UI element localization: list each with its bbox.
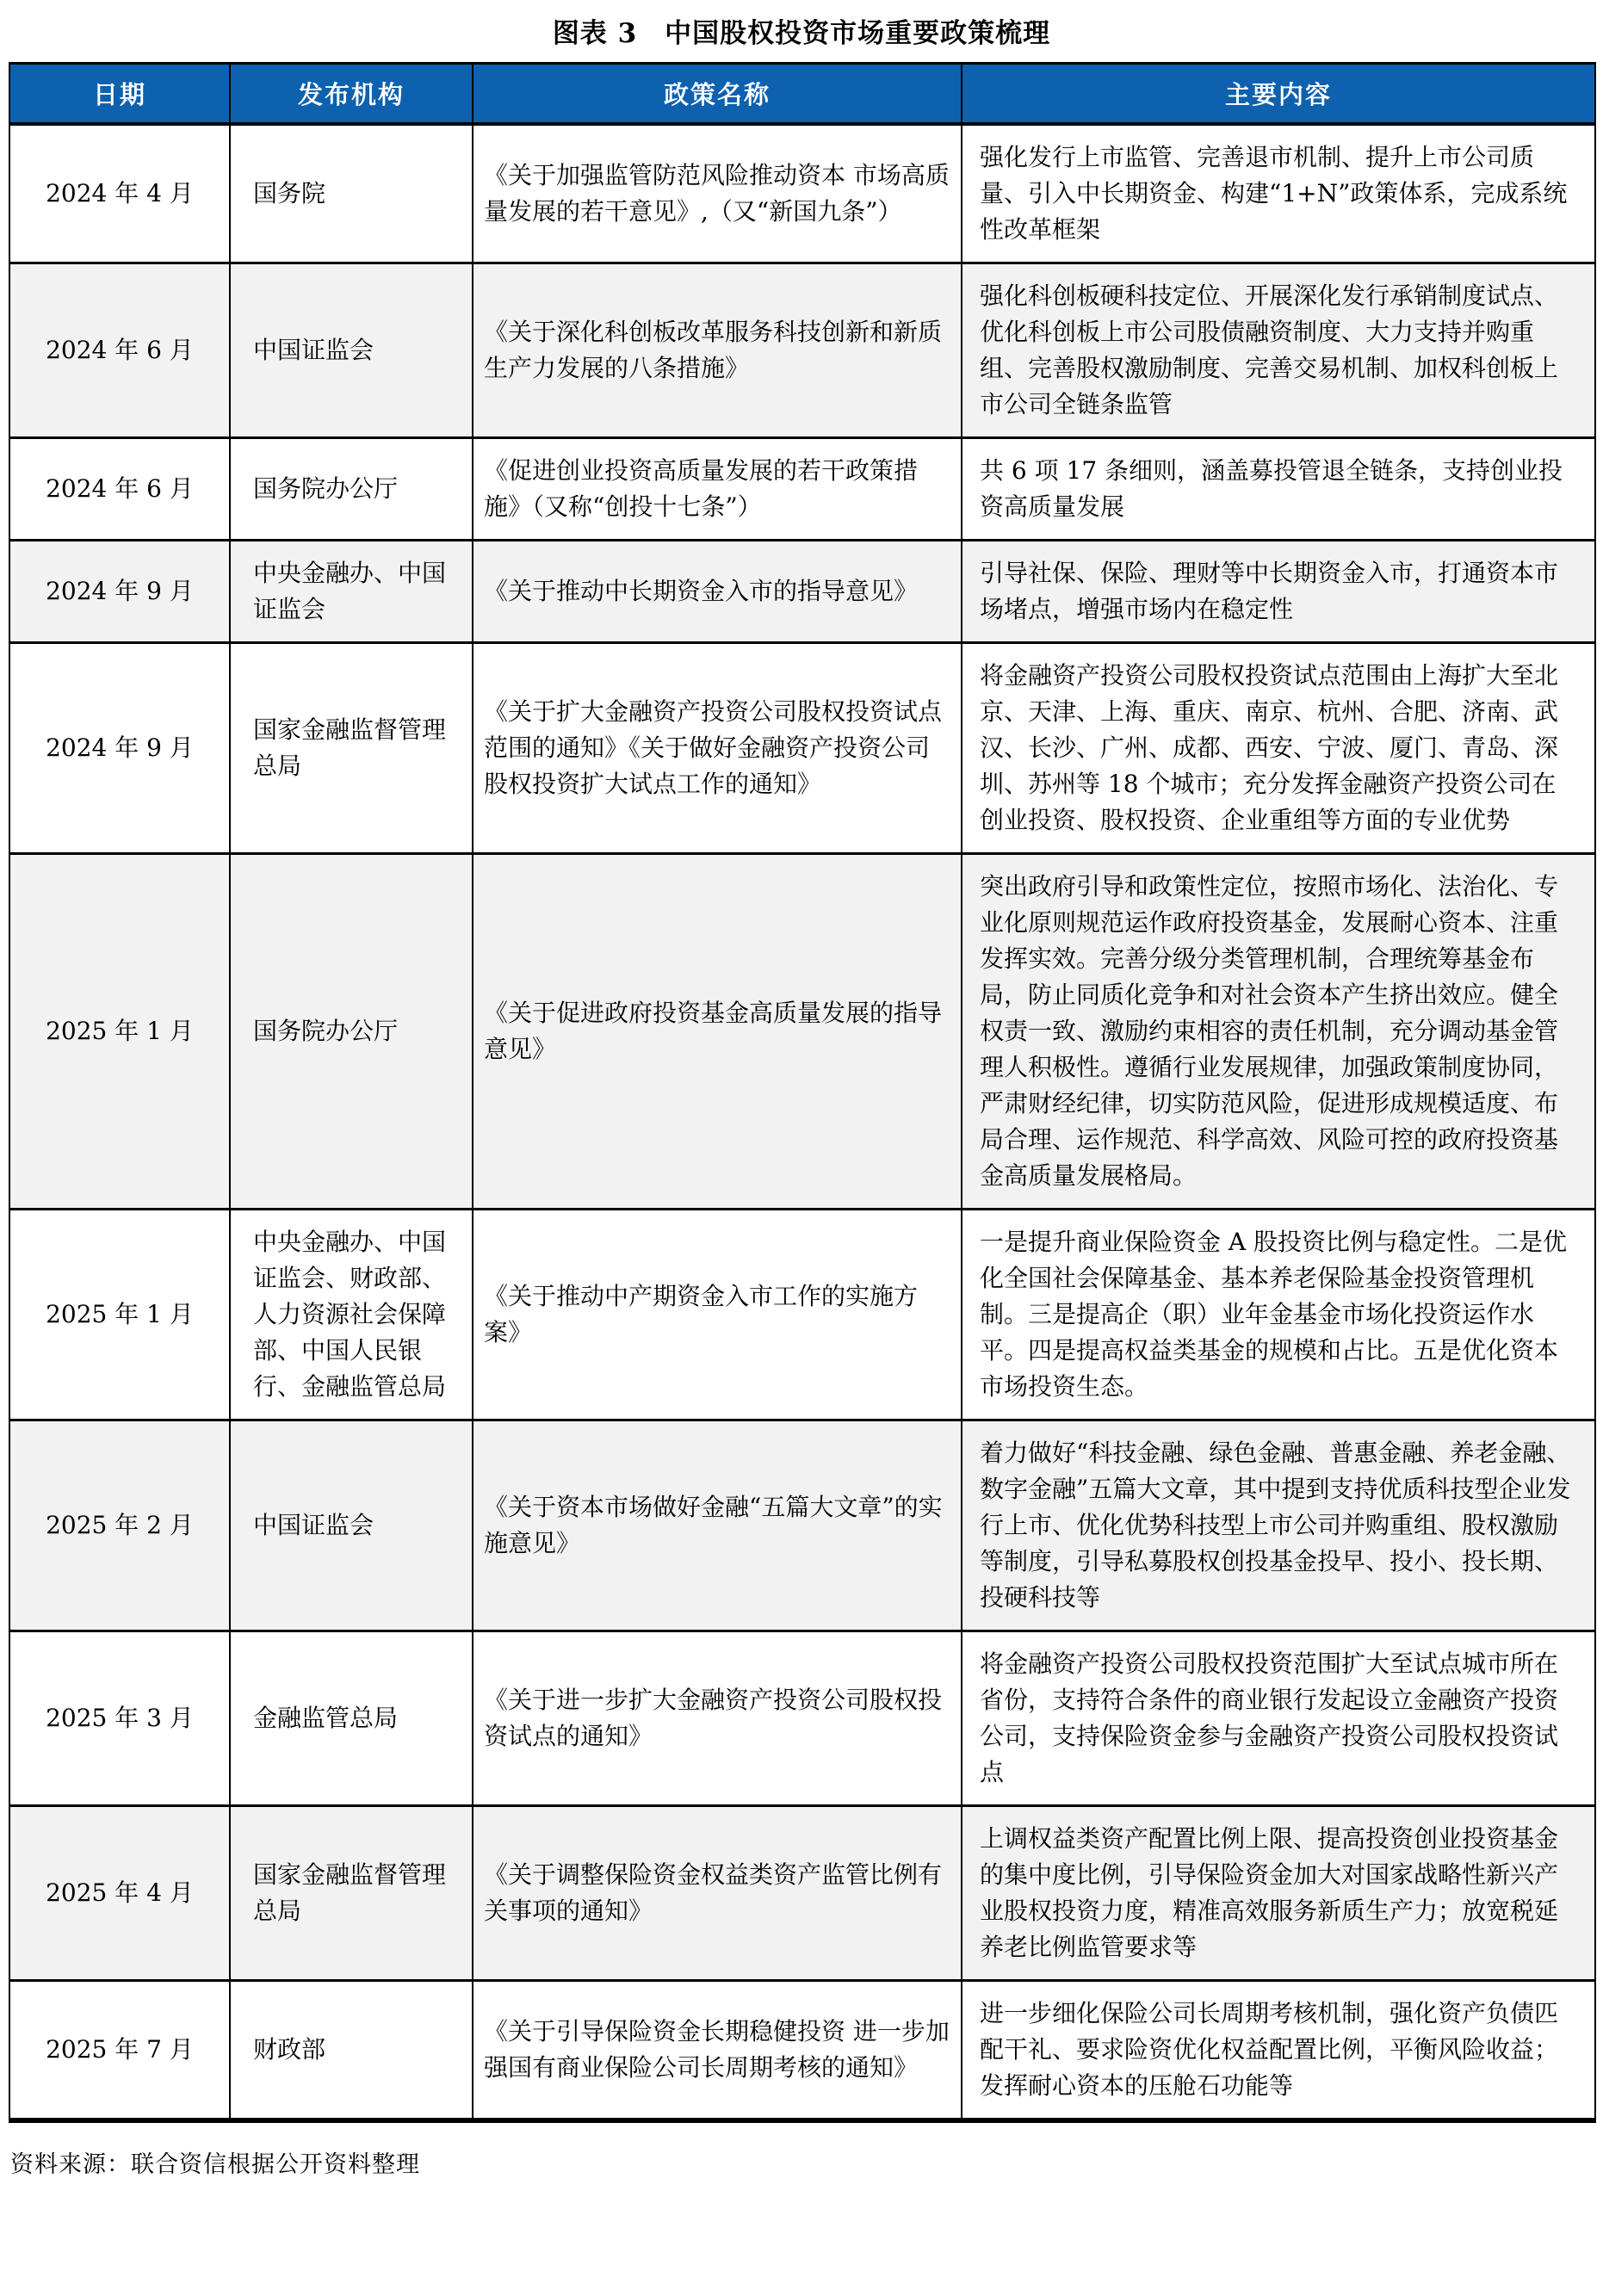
table-row (9, 541, 1595, 643)
table-row (9, 263, 1595, 438)
column-header-agency: 发布机构 (230, 64, 473, 125)
date-cell: 2025 年 7 月 (9, 1981, 230, 2121)
data-source-note: 资料来源：联合资信根据公开资料整理 (10, 2151, 420, 2178)
policy-cell: 《关于调整保险资金权益类资产监管比例有关事项的通知》 (473, 1806, 962, 1981)
table-row (9, 1420, 1595, 1631)
content-cell: 强化科创板硬科技定位、开展深化发行承销制度试点、优化科创板上市公司股债融资制度、大力支持并购重组、完善股权激励制度、完善交易机制、加权科创板上市公司全链条监管 (962, 263, 1595, 438)
content-cell: 突出政府引导和政策性定位，按照市场化、法治化、专业化原则规范运作政府投资基金，发展耐心资本、注重发挥实效。完善分级分类管理机制，合理统筹基金布局，防止同质化竞争和对社会资本产生挤出效应。健全权责一致、激励约束相容的责任机制，充分调动基金管理人积极性。遵循行业发展规律，加强政策制度协同，严肃财经纪律，切实防范风险，促进形成规模适度、布局合理、运作规范、科学高效、风险可控的政府投资基金高质量发展格局。 (962, 854, 1595, 1210)
date-cell: 2024 年 9 月 (9, 643, 230, 854)
content-cell: 共 6 项 17 条细则，涵盖募投管退全链条，支持创业投资高质量发展 (962, 438, 1595, 541)
agency-cell: 中央金融办、中国证监会 (230, 541, 473, 643)
column-header-content: 主要内容 (962, 64, 1595, 125)
agency-cell: 中国证监会 (230, 263, 473, 438)
date-cell: 2025 年 3 月 (9, 1631, 230, 1806)
table-row (9, 1210, 1595, 1420)
content-cell: 一是提升商业保险资金 A 股投资比例与稳定性。二是优化全国社会保障基金、基本养老保险基金投资管理机制。三是提高企（职）业年金基金市场化投资运作水平。四是提高权益类基金的规模和占比。五是优化资本市场投资生态。 (962, 1210, 1595, 1420)
agency-cell: 中央金融办、中国证监会、财政部、人力资源社会保障部、中国人民银行、金融监管总局 (230, 1210, 473, 1420)
table-row (9, 1806, 1595, 1981)
content-cell: 强化发行上市监管、完善退市机制、提升上市公司质量、引入中长期资金、构建“1+N”政策体系，完成系统性改革框架 (962, 124, 1595, 263)
date-cell: 2025 年 1 月 (9, 1210, 230, 1420)
table-row (9, 1981, 1595, 2121)
table-row (9, 1631, 1595, 1806)
content-cell: 将金融资产投资公司股权投资试点范围由上海扩大至北京、天津、上海、重庆、南京、杭州、合肥、济南、武汉、长沙、广州、成都、西安、宁波、厦门、青岛、深圳、苏州等 18 个城市；充分发挥金融资产投资公司在创业投资、股权投资、企业重组等方面的专业优势 (962, 643, 1595, 854)
content-cell: 上调权益类资产配置比例上限、提高投资创业投资基金的集中度比例，引导保险资金加大对国家战略性新兴产业股权投资力度，精准高效服务新质生产力；放宽税延养老比例监管要求等 (962, 1806, 1595, 1981)
date-cell: 2024 年 9 月 (9, 541, 230, 643)
chart-title: 图表 3 中国股权投资市场重要政策梳理 (552, 18, 1051, 49)
content-cell: 进一步细化保险公司长周期考核机制，强化资产负债匹配干礼、要求险资优化权益配置比例，平衡风险收益；发挥耐心资本的压舱石功能等 (962, 1981, 1595, 2121)
table-body (9, 124, 1595, 2120)
agency-cell: 国务院 (230, 124, 473, 263)
table-row (9, 643, 1595, 854)
date-cell: 2024 年 6 月 (9, 438, 230, 541)
agency-cell: 中国证监会 (230, 1420, 473, 1631)
content-cell: 引导社保、保险、理财等中长期资金入市，打通资本市场堵点，增强市场内在稳定性 (962, 541, 1595, 643)
policy-cell: 《关于引导保险资金长期稳健投资 进一步加强国有商业保险公司长周期考核的通知》 (473, 1981, 962, 2121)
policy-cell: 《关于扩大金融资产投资公司股权投资试点范围的通知》《关于做好金融资产投资公司股权投资扩大试点工作的通知》 (473, 643, 962, 854)
agency-cell: 金融监管总局 (230, 1631, 473, 1806)
column-header-date: 日期 (9, 64, 230, 125)
date-cell: 2025 年 1 月 (9, 854, 230, 1210)
column-header-policy: 政策名称 (473, 64, 962, 125)
policy-cell: 《关于进一步扩大金融资产投资公司股权投资试点的通知》 (473, 1631, 962, 1806)
agency-cell: 国家金融监督管理总局 (230, 1806, 473, 1981)
policy-cell: 《关于加强监管防范风险推动资本 市场高质量发展的若干意见》,（又“新国九条”） (473, 124, 962, 263)
date-cell: 2025 年 4 月 (9, 1806, 230, 1981)
agency-cell: 国务院办公厅 (230, 438, 473, 541)
policy-cell: 《关于推动中产期资金入市工作的实施方案》 (473, 1210, 962, 1420)
table-row (9, 124, 1595, 263)
header-row (9, 64, 1595, 125)
date-cell: 2024 年 4 月 (9, 124, 230, 263)
policy-table (9, 62, 1596, 2123)
date-cell: 2024 年 6 月 (9, 263, 230, 438)
content-cell: 将金融资产投资公司股权投资范围扩大至试点城市所在省份，支持符合条件的商业银行发起设立金融资产投资公司，支持保险资金参与金融资产投资公司股权投资试点 (962, 1631, 1595, 1806)
table-row (9, 438, 1595, 541)
policy-cell: 《关于资本市场做好金融“五篇大文章”的实施意见》 (473, 1420, 962, 1631)
policy-cell: 《关于推动中长期资金入市的指导意见》 (473, 541, 962, 643)
agency-cell: 财政部 (230, 1981, 473, 2121)
agency-cell: 国务院办公厅 (230, 854, 473, 1210)
table-header (9, 64, 1595, 125)
table-row (9, 854, 1595, 1210)
policy-cell: 《关于促进政府投资基金高质量发展的指导意见》 (473, 854, 962, 1210)
date-cell: 2025 年 2 月 (9, 1420, 230, 1631)
agency-cell: 国家金融监督管理总局 (230, 643, 473, 854)
content-cell: 着力做好“科技金融、绿色金融、普惠金融、养老金融、数字金融”五篇大文章，其中提到支持优质科技型企业发行上市、优化优势科技型上市公司并购重组、股权激励等制度，引导私募股权创投基金投早、投小、投长期、投硬科技等 (962, 1420, 1595, 1631)
policy-cell: 《关于深化科创板改革服务科技创新和新质生产力发展的八条措施》 (473, 263, 962, 438)
policy-cell: 《促进创业投资高质量发展的若干政策措施》（又称“创投十七条”） (473, 438, 962, 541)
